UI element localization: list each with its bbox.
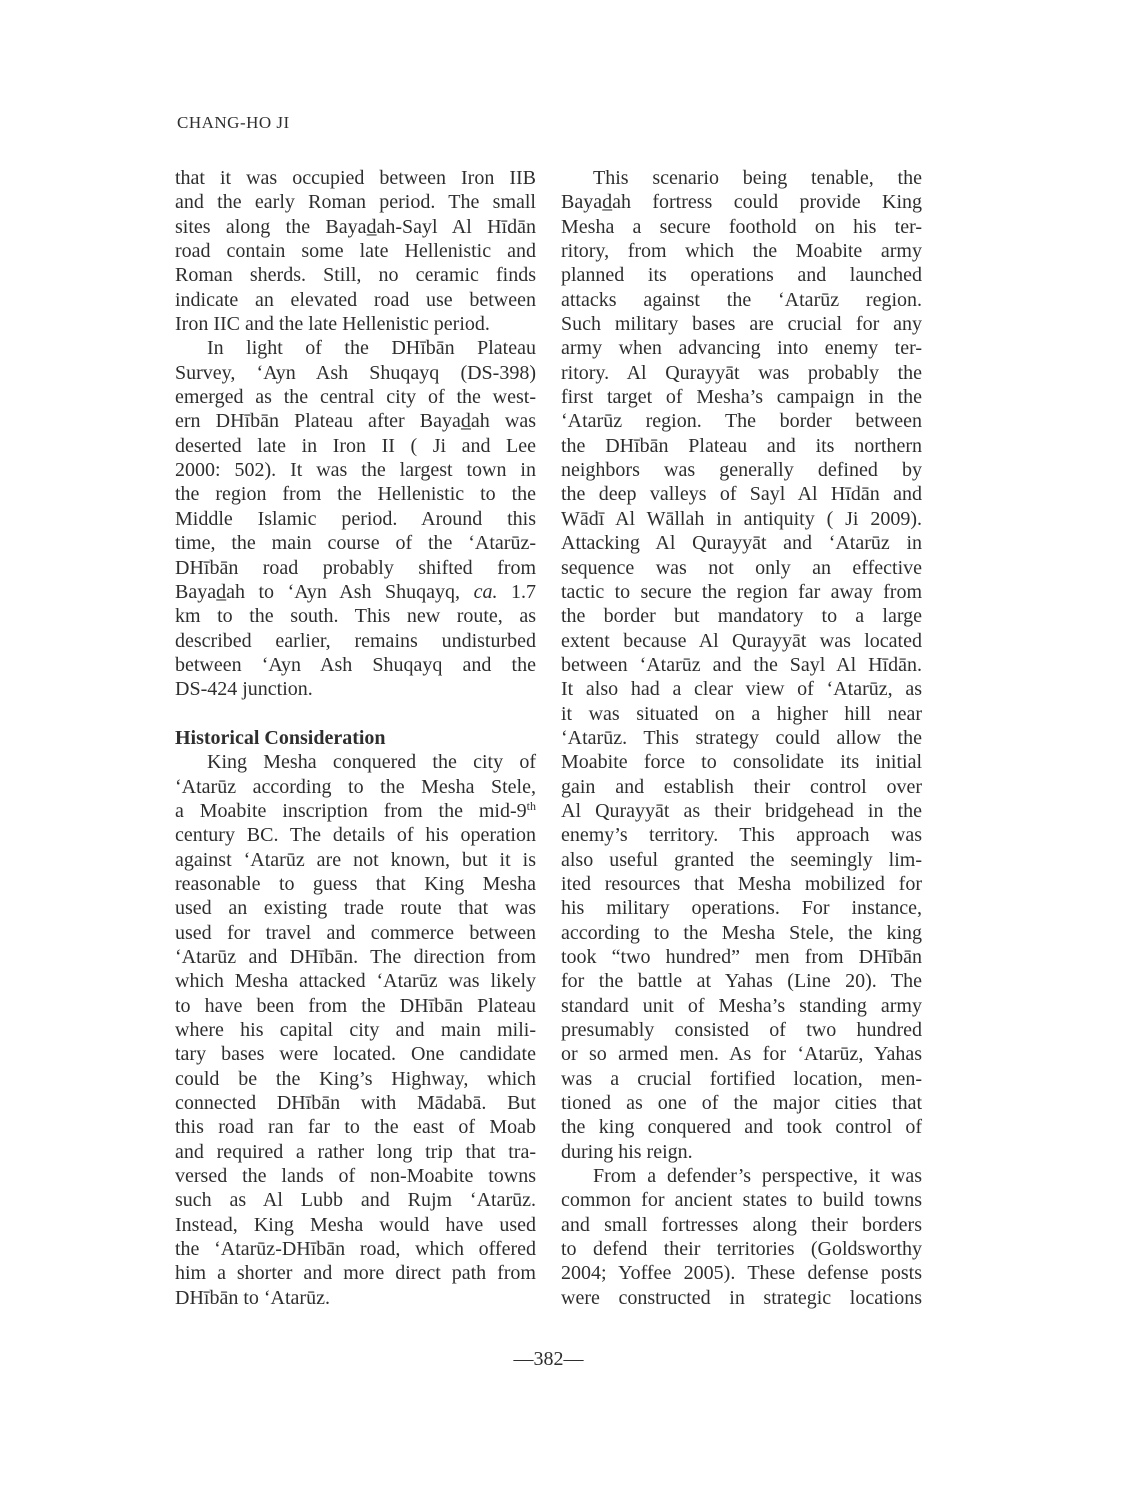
right-column	[561, 166, 922, 1310]
text-line: In light of the DHībān Plateau	[207, 337, 536, 360]
text-line: Instead, King Mesha would have used	[175, 1213, 536, 1236]
text-line: planned its operations and launched	[561, 264, 922, 287]
paragraph	[175, 166, 536, 336]
text-line: according to the Mesha Stele, the king	[561, 921, 922, 944]
text-line: used for travel and commerce between	[175, 921, 536, 944]
paragraph	[175, 750, 536, 1310]
text-line: to defend their territories (Goldsworthy	[561, 1238, 922, 1261]
text-line: a Moabite inscription from the mid-9th	[175, 798, 536, 822]
text-line: connected DHībān with Mādabā. But	[175, 1092, 536, 1115]
text-line: and small fortresses along their borders	[561, 1213, 922, 1236]
text-line: It also had a clear view of ‘Atarūz, as	[561, 678, 922, 701]
text-line: army when advancing into enemy ter-	[561, 337, 922, 360]
text-line: tary bases were located. One candidate	[175, 1043, 536, 1066]
text-line: versed the lands of non-Moabite towns	[175, 1165, 536, 1188]
text-line: reasonable to guess that King Mesha	[175, 872, 536, 895]
text-line: could be the King’s Highway, which	[175, 1067, 536, 1090]
text-line: Middle Islamic period. Around this	[175, 507, 536, 530]
text-line: road contain some late Hellenistic and	[175, 240, 536, 263]
text-line: extent because Al Qurayyāt was located	[561, 629, 922, 652]
running-head-author: CHANG-HO JI	[177, 113, 290, 132]
text-line: Moabite force to consolidate its initial	[561, 751, 922, 774]
text-line: the deep valleys of Sayl Al Hīdān and	[561, 483, 922, 506]
text-line: 2004; Yoffee 2005). These defense posts	[561, 1262, 922, 1285]
text-line: Iron IIC and the late Hellenistic period.	[175, 313, 490, 336]
text-line: indicate an elevated road use between	[175, 288, 536, 311]
article-text-block	[175, 166, 922, 1310]
text-line: attacks against the ‘Atarūz region.	[561, 288, 922, 311]
text-line: took “two hundred” men from DHībān	[561, 946, 922, 968]
text-line: common for ancient states to build towns	[561, 1189, 922, 1212]
text-line: the border but mandatory to a large	[561, 605, 922, 628]
text-line: Wādī Al Wāllah in antiquity ( Ji 2009).	[561, 507, 922, 530]
text-line: the king conquered and took control of	[561, 1116, 922, 1139]
text-line: Survey, ‘Ayn Ash Shuqayq (DS-398)	[175, 361, 536, 384]
text-line: deserted late in Iron II ( Ji and Lee	[175, 434, 536, 457]
section-heading: Historical Consideration	[175, 726, 386, 749]
text-line: was a crucial fortified location, men-	[561, 1067, 922, 1090]
text-line: ‘Atarūz according to the Mesha Stele,	[175, 775, 536, 798]
text-line: emerged as the central city of the west-	[175, 386, 536, 409]
text-line: or so armed men. As for ‘Atarūz, Yahas	[561, 1043, 922, 1066]
text-line: between ‘Atarūz and the Sayl Al Hīdān.	[561, 653, 922, 676]
text-line: Al Qurayyāt as their bridgehead in the	[561, 799, 922, 822]
text-line: DHībān road probably shifted from	[175, 556, 536, 579]
left-column	[175, 166, 536, 1310]
text-line: tioned as one of the major cities that	[561, 1092, 922, 1115]
text-line: King Mesha conquered the city of	[207, 751, 536, 774]
text-line: the region from the Hellenistic to the	[175, 483, 536, 506]
text-line: the ‘Atarūz-DHībān road, which offered	[175, 1238, 536, 1261]
text-line: DS-424 junction.	[175, 678, 313, 701]
text-line: that it was occupied between Iron IIB	[175, 167, 536, 189]
text-line: sequence was not only an effective	[561, 556, 922, 579]
text-line: for the battle at Yahas (Line 20). The	[561, 970, 922, 993]
text-line: this road ran far to the east of Moab	[175, 1116, 536, 1139]
text-line: ritory. Al Qurayyāt was probably the	[561, 361, 922, 384]
text-line: ritory, from which the Moabite army	[561, 240, 922, 263]
superscript-text: th	[526, 798, 536, 813]
text-line: This scenario being tenable, the	[593, 167, 922, 189]
paragraph	[561, 166, 922, 1164]
text-line: and required a rather long trip that tra-	[175, 1140, 536, 1163]
text-line: it was situated on a higher hill near	[561, 702, 922, 725]
text-line: km to the south. This new route, as	[175, 605, 536, 628]
text-line: Mesha a secure foothold on his ter-	[561, 215, 922, 238]
text-line: enemy’s territory. This approach was	[561, 824, 922, 847]
text-line: Bayad̲ah to ‘Ayn Ash Shuqayq, ca. 1.7	[175, 580, 536, 603]
text-line: described earlier, remains undisturbed	[175, 629, 536, 652]
text-line: which Mesha attacked ‘Atarūz was likely	[175, 970, 536, 993]
text-line: him a shorter and more direct path from	[175, 1262, 536, 1285]
text-line: ern DHībān Plateau after Bayad̲ah was	[175, 410, 536, 433]
paragraph	[561, 1164, 922, 1310]
text-line: where his capital city and main mili-	[175, 1019, 536, 1042]
text-line: neighbors was generally defined by	[561, 459, 922, 482]
text-line: ‘Atarūz and DHībān. The direction from	[175, 946, 536, 968]
text-line: tactic to secure the region far away from	[561, 580, 922, 603]
text-line: used an existing trade route that was	[175, 897, 536, 920]
text-line: 2000: 502). It was the largest town in	[175, 459, 536, 482]
text-line: standard unit of Mesha’s standing army	[561, 994, 922, 1017]
text-line: ited resources that Mesha mobilized for	[561, 872, 922, 895]
text-line: Roman sherds. Still, no ceramic finds	[175, 264, 536, 287]
text-line: also useful granted the seemingly lim-	[561, 848, 922, 871]
text-line: were constructed in strategic locations	[561, 1286, 922, 1309]
text-line: during his reign.	[561, 1140, 693, 1163]
text-line: ‘Atarūz region. The border between	[561, 410, 922, 433]
text-line: sites along the Bayad̲ah-Sayl Al Hīdān	[175, 215, 536, 238]
text-line: From a defender’s perspective, it was	[593, 1165, 922, 1188]
text-line: against ‘Atarūz are not known, but it is	[175, 848, 536, 871]
text-line: to have been from the DHībān Plateau	[175, 994, 536, 1017]
text-line: century BC. The details of his operation	[175, 824, 536, 847]
text-line: first target of Mesha’s campaign in the	[561, 386, 922, 409]
paragraph	[175, 336, 536, 701]
text-line: ‘Atarūz. This strategy could allow the	[561, 726, 922, 749]
text-line: presumably consisted of two hundred	[561, 1019, 922, 1042]
text-line: DHībān to ‘Atarūz.	[175, 1286, 330, 1309]
text-line: such as Al Lubb and Rujm ‘Atarūz.	[175, 1189, 536, 1212]
text-line: the DHībān Plateau and its northern	[561, 434, 922, 457]
page-number: —382—	[513, 1348, 584, 1370]
text-line: time, the main course of the ‘Atarūz-	[175, 532, 536, 555]
italic-text: ca.	[473, 580, 498, 603]
text-line: gain and establish their control over	[561, 775, 922, 798]
text-line: between ‘Ayn Ash Shuqayq and the	[175, 653, 536, 676]
text-line: Attacking Al Qurayyāt and ‘Atarūz in	[561, 532, 922, 555]
text-line: Such military bases are crucial for any	[561, 313, 922, 336]
text-line: and the early Roman period. The small	[175, 191, 536, 214]
text-line: his military operations. For instance,	[561, 897, 922, 920]
text-line: Bayad̲ah fortress could provide King	[561, 191, 922, 214]
